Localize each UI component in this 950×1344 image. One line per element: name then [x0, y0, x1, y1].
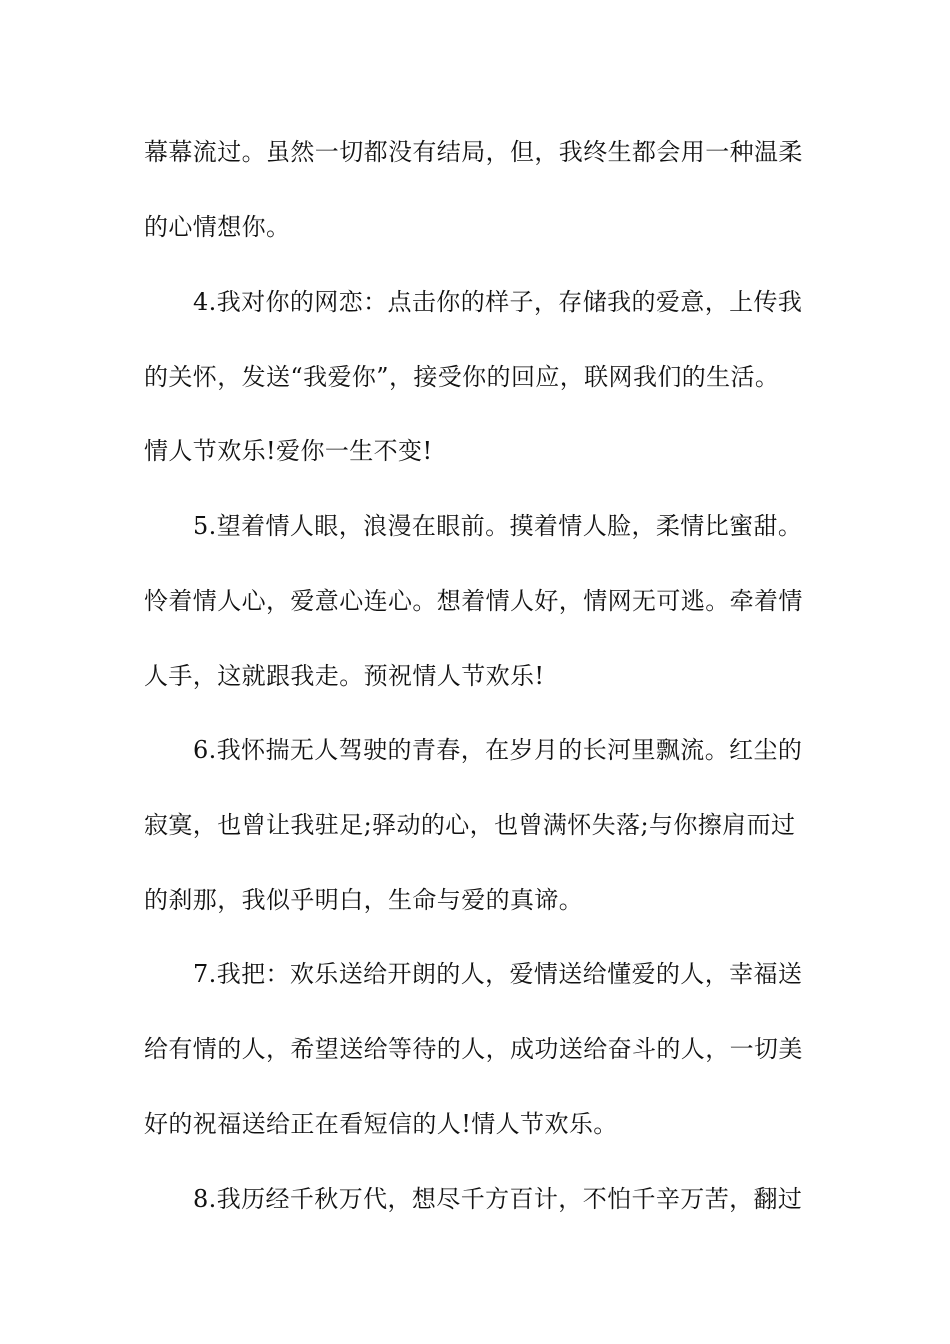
text-line: 寂寞，也曾让我驻足;驿动的心，也曾满怀失落;与你擦肩而过: [144, 811, 796, 839]
text-line: 人手，这就跟我走。预祝情人节欢乐!: [144, 662, 545, 690]
paragraph-8-start: 8.我历经千秋万代，想尽千方百计，不怕千辛万苦，翻过: [193, 1185, 803, 1213]
paragraph-4-start: 4.我对你的网恋：点击你的样子，存储我的爱意，上传我: [193, 288, 803, 316]
text-line: 情人节欢乐!爱你一生不变!: [144, 437, 433, 465]
text-line: 给有情的人，希望送给等待的人，成功送给奋斗的人，一切美: [144, 1035, 803, 1063]
text-line: 的心情想你。: [144, 213, 291, 241]
text-line: 怜着情人心，爱意心连心。想着情人好，情网无可逃。牵着情: [144, 587, 803, 615]
text-line: 的刹那，我似乎明白，生命与爱的真谛。: [144, 886, 584, 914]
text-line: 幕幕流过。虽然一切都没有结局，但，我终生都会用一种温柔: [144, 138, 803, 166]
paragraph-7-start: 7.我把：欢乐送给开朗的人，爱情送给懂爱的人，幸福送: [193, 960, 803, 988]
paragraph-5-start: 5.望着情人眼，浪漫在眼前。摸着情人脸，柔情比蜜甜。: [193, 512, 803, 540]
paragraph-6-start: 6.我怀揣无人驾驶的青春，在岁月的长河里飘流。红尘的: [193, 736, 803, 764]
text-line: 的关怀，发送“我爱你”，接受你的回应，联网我们的生活。: [144, 363, 780, 391]
text-line: 好的祝福送给正在看短信的人!情人节欢乐。: [144, 1110, 618, 1138]
